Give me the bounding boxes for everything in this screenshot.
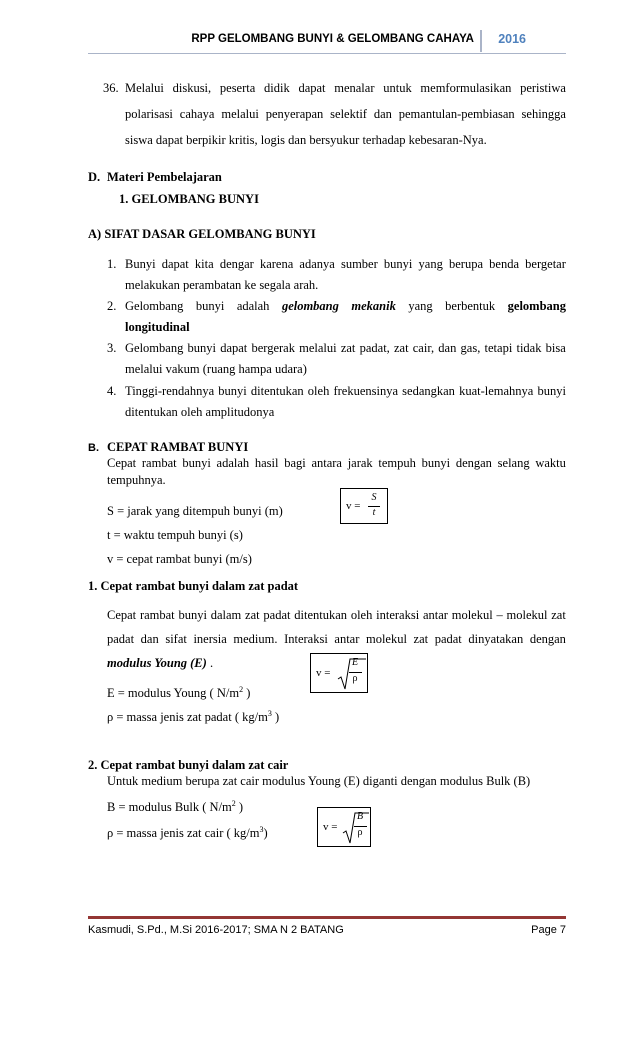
word: bunyi — [537, 384, 566, 398]
a-item4-line1 — [125, 383, 566, 399]
formula-numerator: B — [356, 811, 364, 822]
formula-lhs: v = — [316, 667, 331, 679]
word: sumber — [340, 257, 378, 271]
word: dinyatakan — [468, 632, 524, 646]
word: sedangkan — [402, 384, 455, 398]
punctuation: . — [206, 656, 214, 670]
word: sifat — [165, 632, 187, 646]
word: inersia — [193, 632, 227, 646]
word: peristiwa — [520, 81, 566, 95]
word: padat, — [359, 341, 390, 355]
word: bunyi — [383, 257, 413, 271]
page-header — [88, 30, 566, 52]
b-line2: tempuhnya. — [107, 473, 166, 487]
def-text: B = modulus Bulk ( N/m — [107, 800, 232, 814]
section-a-title: A) SIFAT DASAR GELOMBANG BUNYI — [88, 227, 316, 241]
word: selektif — [330, 107, 367, 121]
word: padat — [107, 632, 135, 646]
formula-denominator: ρ — [357, 827, 363, 838]
term-modulus-young: modulus Young (E) — [107, 656, 207, 670]
word: ditentukan — [294, 608, 348, 622]
word: antara — [311, 456, 342, 470]
word: adanya — [299, 257, 335, 271]
word: bunyi — [218, 384, 247, 398]
word: zat — [393, 341, 409, 355]
word: dapat — [161, 257, 189, 271]
word: Gelombang — [125, 299, 184, 313]
def-text: ρ = massa jenis zat cair ( kg/m — [107, 826, 260, 840]
def-text: ρ = massa jenis zat padat ( kg/m — [107, 710, 268, 724]
formula-lhs: v = — [346, 500, 361, 512]
sub2-line1: Untuk medium berupa zat cair modulus Young (E) diganti dengan modulus Bulk (B) — [107, 774, 531, 788]
def-text-end: ) — [243, 686, 251, 700]
word: Cepat — [107, 608, 137, 622]
footer-page-number: Page 7 — [531, 924, 566, 936]
word: dengan — [529, 632, 566, 646]
def-text-end: ) — [271, 710, 280, 724]
sub1-def-rho — [107, 709, 279, 725]
formula-numerator: E — [351, 657, 359, 668]
item-36-line3: siswa dapat berpikir kritis, logis dan bersyukur terhadap kebesaran-Nya. — [125, 133, 487, 147]
word: antar — [334, 632, 360, 646]
word: sehingga — [521, 107, 566, 121]
word: pemantulan-pembiasan — [398, 107, 515, 121]
word: waktu — [535, 456, 566, 470]
def-text-end: ) — [263, 826, 268, 840]
word: tempuh — [378, 456, 416, 470]
formula-denominator: t — [372, 507, 376, 518]
a-item3-line2: melalui vakum (ruang hampa udara) — [125, 362, 307, 376]
superscript: 2 — [231, 798, 236, 808]
word: dapat — [298, 81, 326, 95]
word: adalah — [236, 299, 270, 313]
a-item4-line2: ditentukan oleh amplitudonya — [125, 405, 275, 419]
word: melalui — [299, 341, 337, 355]
word: dengan — [455, 456, 492, 470]
section-d-label: D. — [88, 170, 101, 184]
word: oleh — [350, 608, 373, 622]
word: untuk — [383, 81, 412, 95]
item-36-line1 — [125, 80, 566, 96]
word: cahaya — [179, 107, 215, 121]
word: polarisasi — [125, 107, 173, 121]
word: zat — [413, 632, 429, 646]
word: cair, — [412, 341, 435, 355]
word: bergetar — [525, 257, 566, 271]
word: Bunyi — [125, 257, 156, 271]
word: hasil — [254, 456, 279, 470]
formula-lhs: v = — [323, 821, 338, 833]
word: didik — [264, 81, 290, 95]
word: tidak — [516, 341, 542, 355]
header-title: RPP GELOMBANG BUNYI & GELOMBANG CAHAYA — [191, 33, 474, 45]
word: frekuensinya — [333, 384, 399, 398]
term-mekanik: mekanik — [351, 299, 396, 313]
word: bagi — [284, 456, 306, 470]
word: Tinggi-rendahnya — [125, 384, 215, 398]
word: bergerak — [251, 341, 295, 355]
term-gelombang-longitudinal: gelombang — [507, 299, 566, 313]
word: rambat — [141, 456, 177, 470]
superscript: 2 — [239, 684, 244, 694]
formula-denominator: ρ — [352, 673, 358, 684]
def-text: E = modulus Young ( N/m — [107, 686, 240, 700]
word: selang — [497, 456, 530, 470]
formula-box-liquid — [317, 807, 371, 847]
word: menalar — [334, 81, 375, 95]
word: dan — [140, 632, 159, 646]
word: padat — [434, 632, 462, 646]
footer-rule — [88, 916, 566, 919]
word: bunyi — [187, 341, 216, 355]
b-def-s: S = jarak yang ditempuh bunyi (m) — [107, 504, 283, 518]
word: padat — [263, 608, 291, 622]
a-item2-line1 — [125, 298, 566, 314]
word: antar — [422, 608, 448, 622]
word: dalam — [210, 608, 242, 622]
word: kita — [194, 257, 214, 271]
def-text-end: ) — [235, 800, 244, 814]
word: – — [496, 608, 503, 622]
formula-box-speed — [340, 488, 388, 524]
sub1-line3 — [107, 655, 213, 671]
sub1-line2 — [107, 631, 566, 647]
a-item3-line1 — [125, 340, 566, 356]
word: rambat — [139, 608, 175, 622]
word: oleh — [307, 384, 330, 398]
word: adalah — [216, 456, 250, 470]
word: zat — [551, 608, 566, 622]
word: dan — [438, 341, 457, 355]
sub1-def-e — [107, 685, 250, 701]
word: peserta — [219, 81, 256, 95]
a-item3-number: 3. — [107, 341, 117, 355]
b-line1 — [107, 455, 566, 471]
word: zat — [340, 341, 356, 355]
a-item1-number: 1. — [107, 257, 117, 271]
word: benda — [489, 257, 520, 271]
word: dan — [373, 107, 392, 121]
word: jarak — [347, 456, 373, 470]
formula-numerator: S — [371, 492, 377, 503]
word: Gelombang — [125, 341, 184, 355]
section-d-subtitle: 1. GELOMBANG BUNYI — [119, 192, 259, 206]
a-item1-line2: melakukan perambatan ke segala arah. — [125, 278, 319, 292]
word: bunyi — [178, 608, 207, 622]
section-d-title: Materi Pembelajaran — [107, 170, 222, 184]
word: kuat-lemahnya — [459, 384, 534, 398]
footer-author: Kasmudi, S.Pd., M.Si 2016-2017; SMA N 2 BATANG — [88, 924, 344, 936]
word: molekul — [451, 608, 493, 622]
word: bunyi — [182, 456, 211, 470]
sub2-def-b — [107, 799, 243, 815]
word: gas, — [460, 341, 481, 355]
word: bunyi — [195, 299, 225, 313]
b-def-v: v = cepat rambat bunyi (m/s) — [107, 552, 252, 566]
section-b-title: CEPAT RAMBAT BUNYI — [107, 440, 249, 454]
sub1-title: 1. Cepat rambat bunyi dalam zat padat — [88, 579, 299, 593]
word: melalui — [221, 107, 259, 121]
word: penyerapan — [265, 107, 324, 121]
word: Interaksi — [284, 632, 328, 646]
word: molekul — [365, 632, 407, 646]
word: berupa — [449, 257, 484, 271]
term-gelombang: gelombang — [281, 299, 339, 313]
section-b-label: B. — [88, 442, 99, 454]
header-divider — [480, 30, 482, 52]
word: diskusi, — [172, 81, 212, 95]
sub2-title: 2. Cepat rambat bunyi dalam zat cair — [88, 758, 289, 772]
word: bisa — [545, 341, 566, 355]
header-rule — [88, 53, 566, 54]
a-item2-line2: longitudinal — [125, 320, 190, 334]
formula-box-solid — [310, 653, 368, 693]
word: tetapi — [484, 341, 513, 355]
word: interaksi — [376, 608, 420, 622]
word: Melalui — [125, 81, 164, 95]
superscript: 3 — [267, 708, 272, 718]
word: bunyi — [421, 456, 451, 470]
a-item2-number: 2. — [107, 299, 117, 313]
b-def-t: t = waktu tempuh bunyi (s) — [107, 528, 243, 542]
word: zat — [245, 608, 260, 622]
word: ditentukan — [250, 384, 304, 398]
word: berbentuk — [445, 299, 496, 313]
word: Cepat — [107, 456, 137, 470]
word: medium. — [233, 632, 278, 646]
sub2-def-rho — [107, 825, 268, 841]
word: yang — [418, 257, 443, 271]
item-36-number: 36. — [103, 81, 119, 95]
word: dengar — [219, 257, 254, 271]
word: dapat — [220, 341, 248, 355]
sub1-line1 — [107, 607, 566, 623]
word: molekul — [506, 608, 548, 622]
word: karena — [259, 257, 294, 271]
a-item4-number: 4. — [107, 384, 117, 398]
superscript: 3 — [259, 824, 264, 834]
word: yang — [408, 299, 433, 313]
header-year: 2016 — [498, 32, 526, 46]
word: memformulasikan — [420, 81, 512, 95]
item-36-line2 — [125, 106, 566, 122]
a-item1-line1 — [125, 256, 566, 272]
